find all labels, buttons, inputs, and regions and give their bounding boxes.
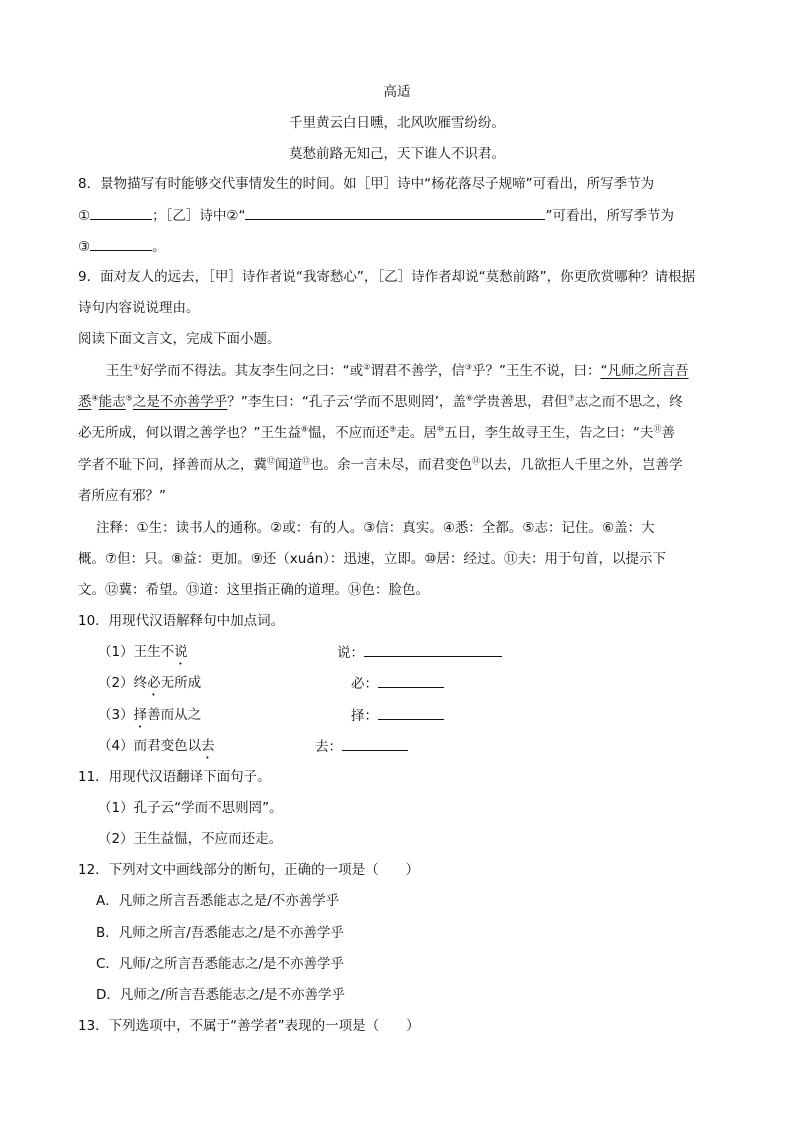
passage-text: 学贵善思，君但 — [473, 394, 568, 410]
q10-answer-3 — [351, 705, 444, 726]
underlined-sentence: “凡师之所言吾 — [600, 363, 689, 379]
footnote-marker: ⑪ — [653, 424, 662, 434]
passage-text: 也。余一言未尽，而君变色 — [310, 457, 472, 473]
underlined-sentence: 之是不亦善学乎 — [132, 394, 228, 410]
q11-item-2: （2）王生益愠，不应而还走。 — [98, 831, 283, 847]
underlined-sentence: 悉 — [78, 394, 92, 410]
marker-3: ③ — [78, 239, 91, 255]
item-text: （3） — [98, 707, 134, 723]
passage-text: 以去，几欲拒人千里之外，岂善学 — [480, 457, 683, 473]
passage-line-5: 者所应有邪？” — [78, 488, 166, 504]
question-8-line-1: 8．景物描写有时能够交代事情发生的时间。如［甲］诗中“杨花落尽子规啼”可看出，所写季节为 — [78, 176, 655, 192]
passage-text: 志之而不思之，终 — [574, 394, 683, 410]
answer-label: 去： — [315, 739, 342, 755]
footnote-marker: ⑫ — [267, 456, 275, 466]
q12-option-a[interactable]: A．凡师之所言吾悉能志之是/不亦善学乎 — [96, 893, 340, 909]
answer-label: 必： — [351, 676, 378, 692]
question-11-title: 11．用现代汉语翻译下面句子。 — [78, 769, 271, 785]
q10-answer-1 — [337, 642, 502, 663]
passage-text: 乎？”王生不说，曰： — [472, 363, 601, 379]
footnote-marker: ⑦ — [567, 393, 575, 403]
q10-item-2 — [98, 673, 201, 699]
footnote-marker: ⑧ — [301, 424, 309, 434]
dotted-word: 去 — [201, 738, 215, 754]
passage-text: 善 — [661, 425, 676, 441]
answer-blank[interactable] — [342, 736, 408, 751]
q10-item-1 — [98, 642, 188, 668]
question-8-line-3 — [78, 236, 166, 257]
footnote-marker: ⑬ — [302, 456, 310, 466]
question-10-title: 10．用现代汉语解释句中加点词。 — [78, 613, 285, 629]
underlined-sentence: 能志 — [98, 394, 126, 410]
passage-text: ？”李生曰：“孔子云‘学而不思则罔’，盖 — [227, 394, 466, 410]
footnote-marker: ⑤ — [125, 393, 133, 403]
notes-line-1: 注释：①生：读书人的通称。②或：有的人。③信：真实。④悉：全都。⑤志：记住。⑥盖：大 — [96, 520, 655, 536]
footnote-marker: ⑭ — [472, 456, 480, 466]
passage-text: 好学而不得法。其友李生问之曰：“或 — [140, 363, 364, 379]
left-quote: “ — [238, 208, 246, 224]
answer-label: 择： — [351, 708, 378, 724]
marker-2: ② — [226, 208, 239, 224]
q12-option-c[interactable]: C．凡师/之所言吾悉能志之/是不亦善学乎 — [96, 956, 345, 972]
item-text: 善而从之 — [147, 707, 202, 723]
notes-line-2: 概。⑦但：只。⑧益：更加。⑨还（xuán）：迅速，立即。⑩居：经过。⑪夫：用于句首，以提示下 — [78, 551, 667, 567]
poem-line-1: 千里黄云白日曛，北风吹雁雪纷纷。 — [289, 115, 505, 131]
item-text: （1）王生不 — [98, 644, 175, 660]
reading-intro: 阅读下面文言文，完成下面小题。 — [78, 331, 281, 347]
footnote-marker: ① — [133, 362, 141, 372]
passage-text: 必无所成，何以谓之善学也？”王生益 — [78, 425, 301, 441]
question-12-title: 12．下列对文中画线部分的断句，正确的一项是（ ） — [78, 862, 420, 878]
item-text: 无所成 — [160, 675, 202, 691]
answer-blank-1[interactable] — [90, 205, 152, 220]
question-8-line-2 — [78, 205, 674, 226]
passage-text: 谓君不善学，信 — [370, 363, 465, 379]
passage-text: 愠，不应而还 — [308, 425, 390, 441]
footnote-marker: ④ — [91, 393, 99, 403]
question-9-line-1: 9．面对友人的远去，［甲］诗作者说“我寄愁心”，［乙］诗作者却说“莫愁前路”，你更欣赏哪种？请根据 — [78, 269, 696, 285]
passage-line-3 — [78, 423, 675, 443]
passage-line-1 — [106, 361, 689, 381]
footnote-marker: ② — [363, 362, 371, 372]
item-text: （2）终 — [98, 675, 148, 691]
q8-end: 。 — [152, 239, 166, 255]
passage-text: 闻道 — [275, 457, 302, 473]
passage-line-2 — [78, 392, 683, 412]
passage-text: 学者不耻下问，择善而从之，冀 — [78, 457, 267, 473]
footnote-marker: ⑩ — [436, 424, 445, 434]
passage-text: 五日，李生故寻王生，告之曰：“夫 — [444, 425, 654, 441]
passage-text: 走。居 — [396, 425, 437, 441]
q8-mid-text: ；［乙］诗中 — [152, 208, 227, 224]
passage-line-4 — [78, 455, 683, 475]
dotted-word: 择 — [133, 707, 148, 723]
answer-blank-3[interactable] — [90, 236, 152, 251]
notes-line-3: 文。⑫冀：希望。⑬道：这里指正确的道理。⑭色：脸色。 — [78, 582, 429, 598]
question-13-title: 13．下列选项中，不属于“善学者”表现的一项是（ ） — [78, 1018, 420, 1034]
answer-blank-2[interactable] — [245, 205, 545, 220]
q11-item-1: （1）孔子云“学而不思则罔”。 — [98, 800, 283, 816]
item-text: （4）而君变色以 — [98, 738, 202, 754]
answer-label: 说： — [337, 645, 364, 661]
footnote-marker: ⑥ — [465, 393, 474, 403]
poem-line-2: 莫愁前路无知己，天下谁人不识君。 — [289, 146, 505, 162]
footnote-marker: ⑨ — [389, 424, 397, 434]
footnote-marker: ③ — [464, 362, 473, 372]
dotted-word: 必 — [147, 675, 161, 691]
q12-option-b[interactable]: B．凡师之所言/吾悉能志之/是不亦善学乎 — [96, 925, 344, 941]
answer-blank[interactable] — [378, 673, 444, 688]
q10-item-4 — [98, 736, 215, 762]
passage-text: 王生 — [106, 363, 133, 379]
q10-item-3 — [98, 705, 201, 731]
marker-1: ① — [78, 208, 91, 224]
answer-blank[interactable] — [364, 642, 502, 657]
answer-blank[interactable] — [378, 705, 444, 720]
question-9-line-2: 诗句内容说说理由。 — [78, 300, 200, 316]
q8-tail-text: ”可看出，所写季节为 — [545, 208, 674, 224]
q12-option-d[interactable]: D．凡师之/所言吾悉能志之/是不亦善学乎 — [96, 987, 345, 1003]
dotted-word: 说 — [174, 644, 188, 660]
poem-author: 高适 — [383, 84, 411, 100]
q10-answer-4 — [315, 736, 408, 757]
q10-answer-2 — [351, 673, 444, 694]
